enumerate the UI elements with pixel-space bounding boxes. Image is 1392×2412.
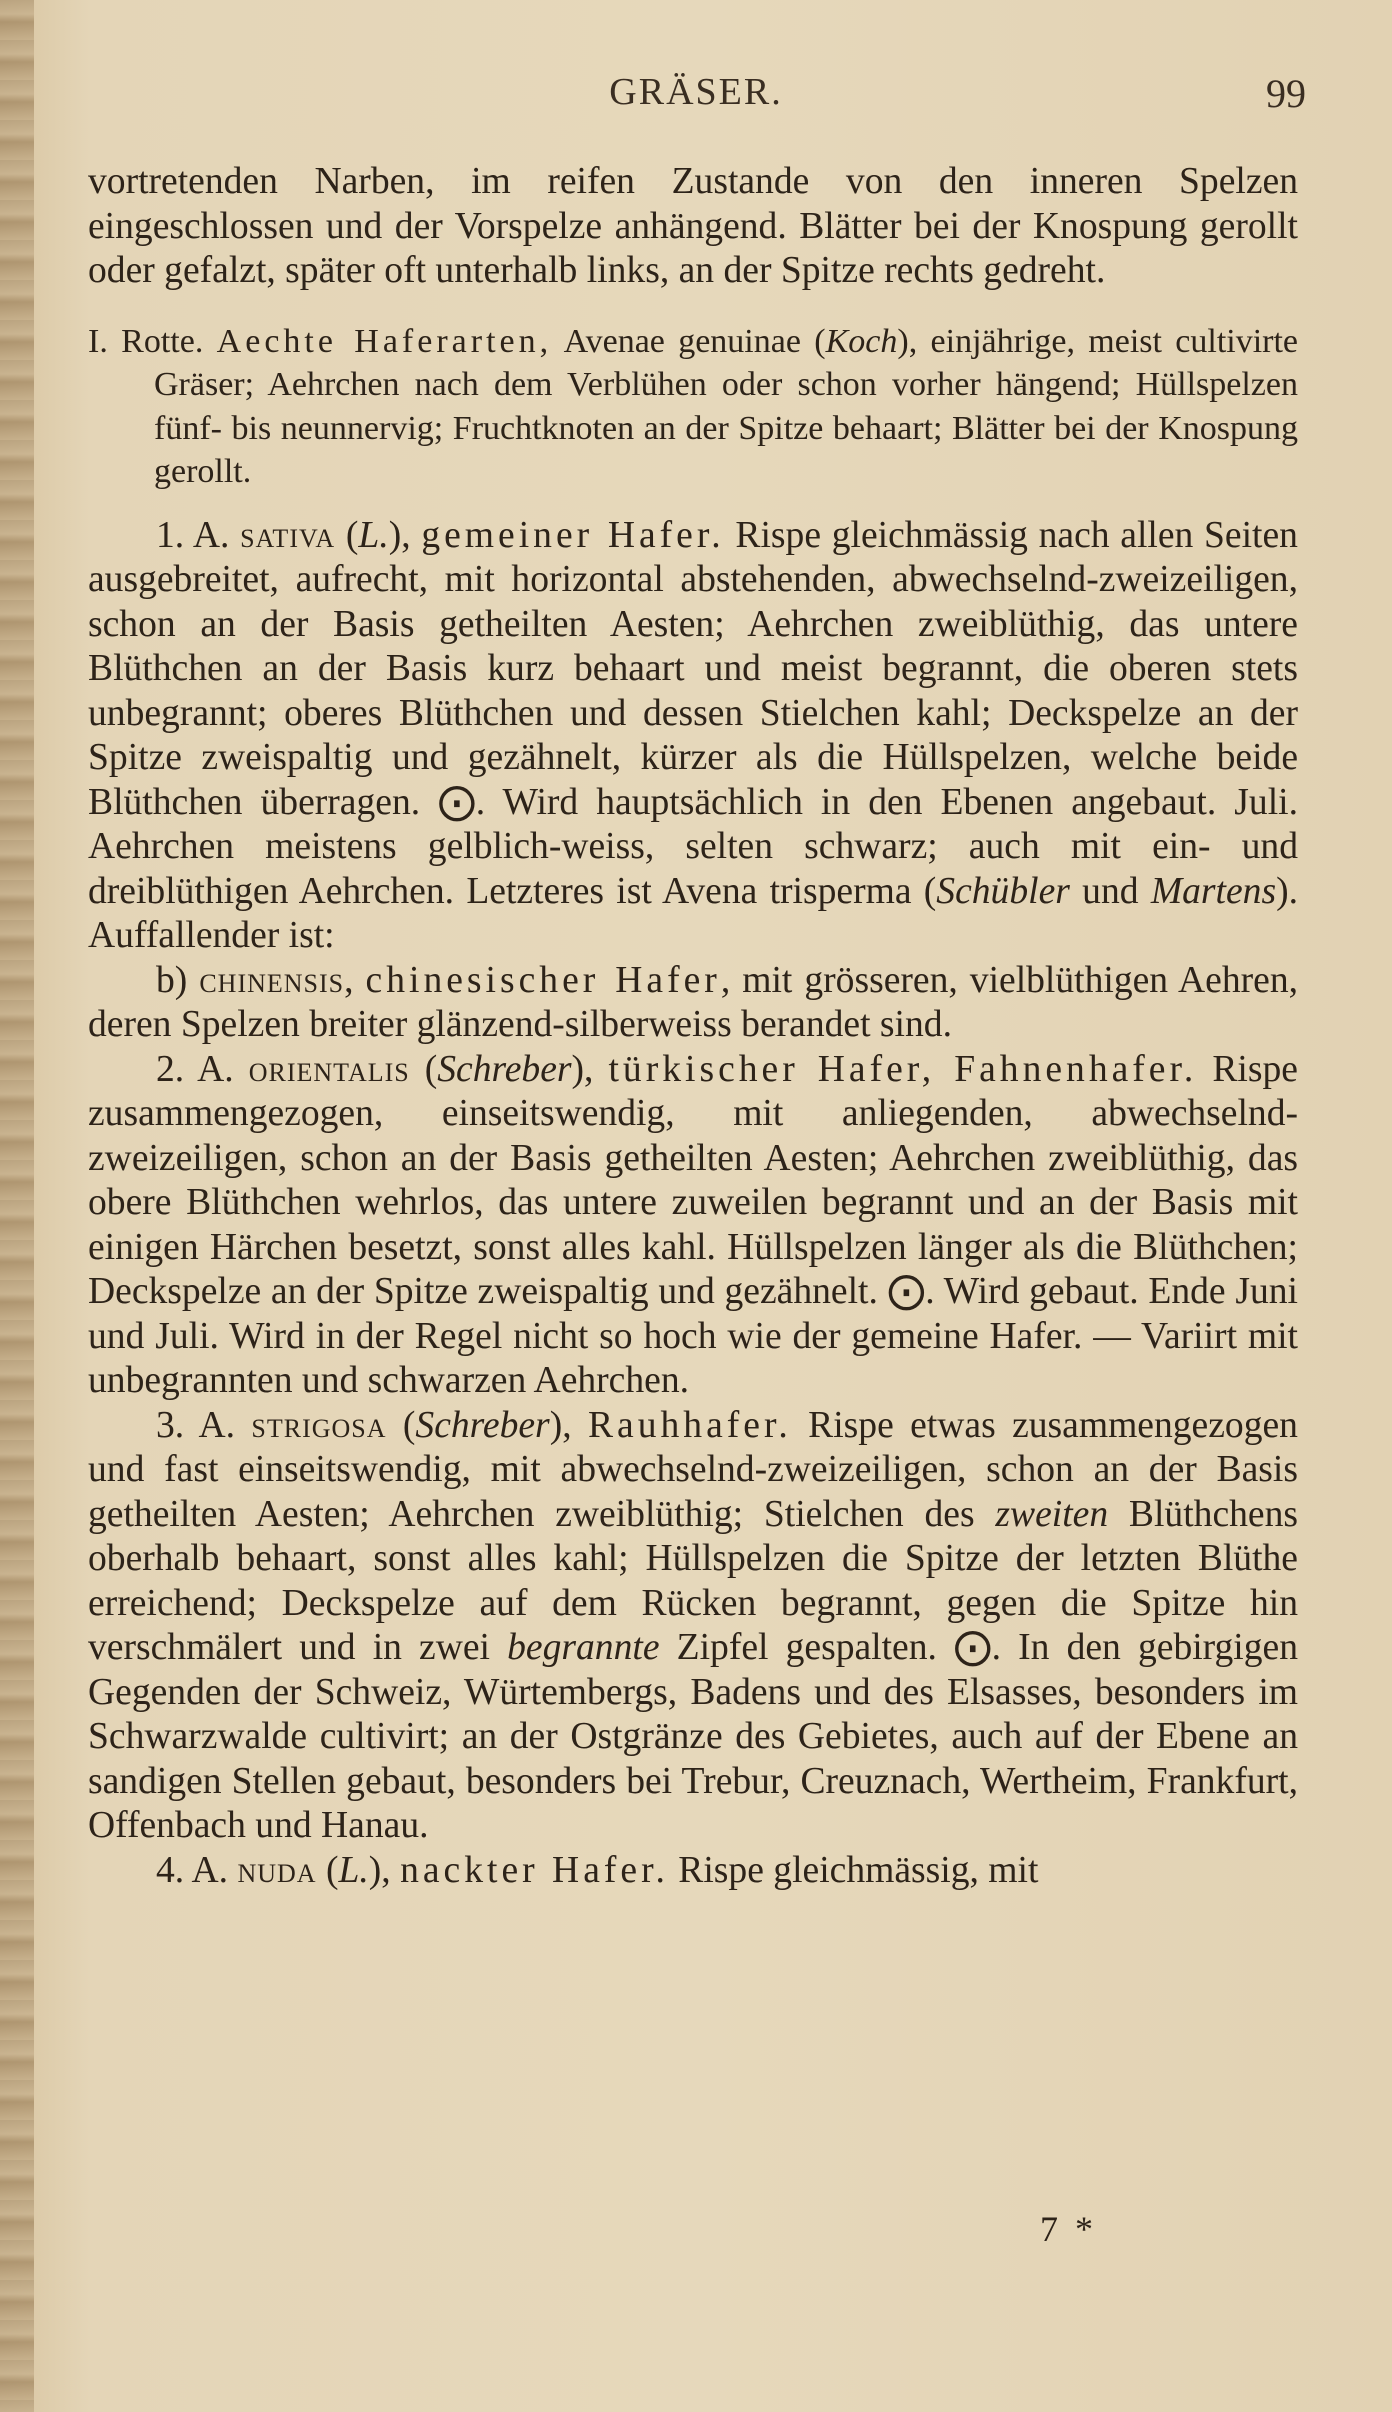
entry-text-a: Rispe gleichmässig, mit: [668, 1849, 1039, 1891]
entry-number: 2. A.: [156, 1048, 234, 1090]
vernacular-name: türkischer Hafer, Fahnenhafer.: [608, 1048, 1198, 1090]
entry-text-b: Blüthchens oberhalb behaart, sonst alles kahl; Hüllspelzen die Spitze der letzten Blüthe erreichend; Deckspelze auf dem Rücken begrannt, gegen die Spitze hin verschmälert und in zwei: [88, 1493, 1299, 1668]
page-header: [86, 70, 1306, 130]
species-entry-strigosa: [88, 1404, 1298, 1849]
species-author: L.: [358, 514, 389, 556]
variety-label: b): [156, 959, 200, 1001]
paren-open: (: [335, 514, 359, 556]
species-name: nuda: [237, 1849, 317, 1891]
variety-text-b: , mit grösseren, vielblüthigen Aehren, deren Spelzen breiter glänzend-silberweiss berandet sind.: [88, 959, 1298, 1045]
paren-close: ),: [368, 1849, 401, 1891]
paren-open: (: [316, 1849, 339, 1891]
emphasis-begrannte: begrannte: [507, 1627, 660, 1668]
binding-edge: [0, 0, 34, 2412]
entry-text-a: Rispe zusammengezogen, einseitswendig, mit anliegenden, abwechselnd-zweizeiligen, schon an der Basis getheilten Aesten; Aehrchen zweiblüthig, das obere Blüthchen wehrlos, das untere zuweilen begrannt und an der Basis mit einigen Härchen besetzt, sonst alles kahl. Hüllspelzen länger als die Blüthchen; Deckspelze an der Spitze zweispaltig und gezähnelt. ⨀. Wird gebaut. Ende Juni und Juli. Wird in der Regel nicht so hoch wie der gemeine Hafer. — Variirt mit unbegrannten und schwarzen Aehrchen.: [88, 1048, 1298, 1401]
variety-name: chinensis: [199, 959, 345, 1001]
paren-open: (: [409, 1048, 438, 1090]
paragraph-continuation: vortretenden Narben, im reifen Zustande von den inneren Spelzen eingeschlossen und der Vorspelze anhängend. Blätter bei der Knospung gerollt oder gefalzt, später oft unterhalb links, an der Spitze rechts gedreht.: [88, 161, 1298, 291]
page-number: 99: [1266, 71, 1306, 116]
species-entry-sativa: [88, 514, 1298, 959]
vernacular-name: nackter Hafer.: [400, 1849, 669, 1891]
species-author: L.: [338, 1849, 369, 1891]
entry-number: 3. A.: [156, 1404, 236, 1446]
running-title: GRÄSER.: [609, 71, 783, 113]
entry-text-a: Rispe gleichmässig nach allen Seiten ausgebreitet, aufrecht, mit horizontal abstehenden, abwechselnd-zweizeiligen, schon an der Basis getheilten Aesten; Aehrchen zweiblüthig, das untere Blüthchen an der Basis kurz behaart und meist begrannt, die oberen stets unbegrannt; oberes Blüthchen und dessen Stielchen kahl; Deckspelze an der Spitze zweispaltig und gezähnelt, kürzer als die Hüllspelzen, welche beide Blüthchen überragen. ⨀. Wird hauptsächlich in den Ebenen angebaut. Juli. Aehrchen meistens gelblich-weiss, selten schwarz; auch mit ein- und dreiblüthigen Aehrchen. Letzteres ist Avena trisperma (: [88, 514, 1298, 912]
vernacular-name: chinesischer Hafer: [365, 959, 721, 1001]
entry-text-c: ). Auffallender ist:: [88, 870, 1299, 956]
entry-text-c: Zipfel gespalten. ⨀. In den gebirgigen Gegenden der Schweiz, Würtembergs, Badens und des Elsasses, besonders im Schwarzwalde cultivirt; an der Ostgränze des Gebietes, auch auf der Ebene an sandigen Stellen gebaut, besonders bei Trebur, Creuznach, Wertheim, Frankfurt, Offenbach und Hanau.: [88, 1627, 1298, 1846]
section-rotte-i: [88, 320, 1298, 494]
entry-number: 1. A.: [156, 514, 230, 556]
variety-entry-chinensis: [88, 959, 1298, 1048]
species-name: orientalis: [248, 1048, 410, 1090]
author-martens: Martens: [1150, 870, 1277, 912]
vernacular-name: gemeiner Hafer.: [421, 514, 725, 556]
emphasis-zweiten: zweiten: [995, 1493, 1109, 1535]
species-entry-orientalis: [88, 1048, 1298, 1404]
paren-close: ),: [388, 514, 422, 556]
species-author: Schreber: [437, 1048, 572, 1090]
entry-text-a: Rispe etwas zusammengezogen und fast einseitswendig, mit abwechselnd-zweizeiligen, schon an der Basis getheilten Aesten; Aehrchen zweiblüthig; Stielchen des: [88, 1404, 1298, 1535]
author-schuebler: Schübler: [936, 870, 1070, 912]
species-author: Schreber: [415, 1404, 550, 1446]
signature-mark: 7 *: [1040, 2209, 1097, 2249]
paren-open: (: [386, 1404, 416, 1446]
species-name: sativa: [240, 514, 336, 556]
page-body: [88, 160, 1298, 1893]
rotte-author: Koch: [825, 322, 898, 360]
paren-close: ),: [571, 1048, 609, 1090]
rotte-text-a: Avenae genuinae (: [563, 322, 826, 360]
rotte-name: Aechte Haferarten,: [216, 322, 553, 360]
entry-text-b: und: [1069, 870, 1151, 912]
paren-close: ),: [549, 1404, 588, 1446]
species-name: strigosa: [251, 1404, 387, 1446]
rotte-label: I. Rotte.: [88, 322, 204, 360]
variety-text-a: ,: [344, 959, 366, 1001]
vernacular-name: Rauhhafer.: [587, 1404, 792, 1446]
entry-number: 4. A.: [156, 1849, 229, 1891]
species-entry-nuda: [88, 1849, 1298, 1894]
rotte-text-b: ), einjährige, meist cultivirte Gräser; Aehrchen nach dem Verblühen oder schon vorher hängend; Hüllspelzen fünf- bis neunnervig; Fruchtknoten an der Spitze behaart; Blätter bei der Knospung gerollt.: [154, 322, 1299, 490]
